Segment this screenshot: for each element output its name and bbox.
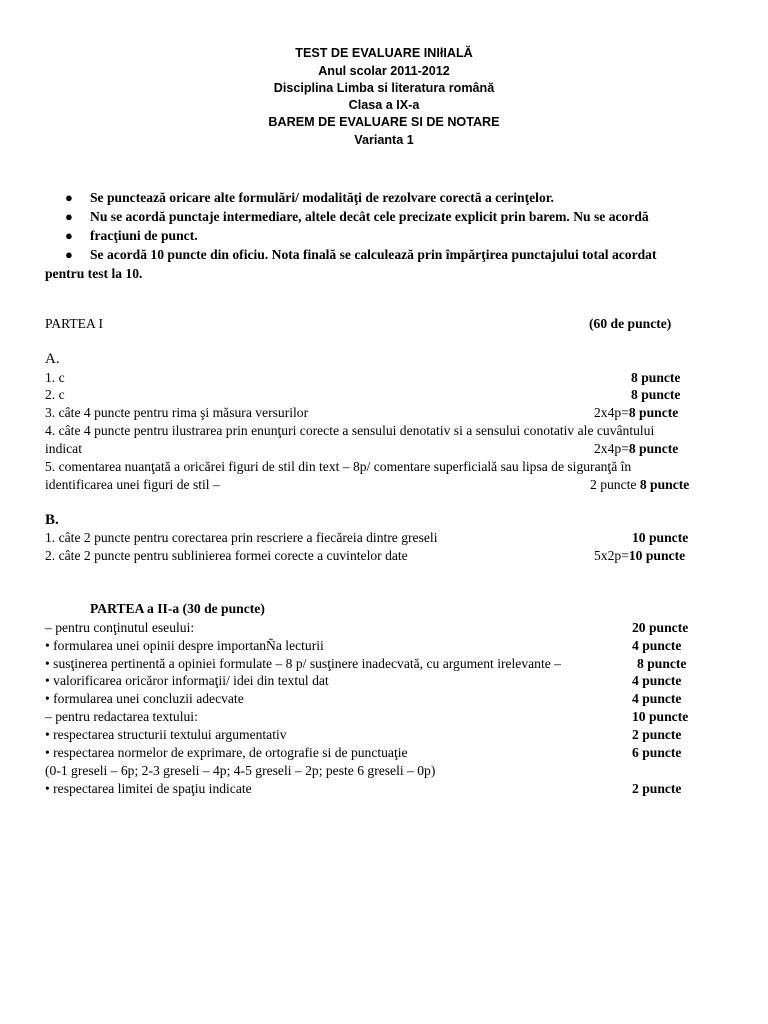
criteria-points: 4 puncte (632, 691, 682, 706)
item-a4: 4. câte 4 puncte pentru ilustrarea prin enunţuri corecte a sensului denotativ si a sensului conotativ ale cuvântului (45, 423, 655, 438)
item-a4-points: 8 puncte (628, 441, 679, 456)
item-b2: 2. câte 2 puncte pentru sublinierea formei corecte a cuvintelor date (45, 548, 408, 563)
criteria-points: 4 puncte (632, 638, 682, 653)
criteria-points: 20 puncte (632, 620, 689, 635)
partea-2-title: PARTEA a II-a (30 de puncte) (90, 601, 265, 616)
item-a5-continued: identificarea unei figuri de stil – (45, 477, 220, 492)
item-a5-calc: 2 puncte (590, 477, 637, 492)
bullet-text: Se acordă 10 puncte din oficiu. Nota finală se calculează prin împărţirea punctajului total acordat (90, 247, 657, 262)
item-a1-points: 8 puncte (631, 370, 681, 385)
item-b1: 1. câte 2 puncte pentru corectarea prin rescriere a fiecăreia dintre greseli (45, 530, 438, 545)
bullet-text: Se punctează oricare alte formulări/ modalităţi de rezolvare corectă a cerinţelor. (90, 190, 554, 205)
bullet-text: fracţiuni de punct. (90, 228, 198, 243)
bullet-text-continued: pentru test la 10. (45, 266, 143, 281)
criteria-points: 2 puncte (632, 727, 682, 742)
item-a5-score (590, 477, 689, 493)
item-a2-points: 8 puncte (631, 387, 681, 402)
test-title: TEST DE EVALUARE INIłIALĂ (295, 46, 473, 60)
bullet-icon: ● (65, 247, 73, 262)
discipline: Disciplina Limba si literatura română (273, 81, 495, 95)
bullet-icon: ● (65, 190, 73, 205)
item-a3-points: 8 puncte (628, 405, 679, 420)
item-a4-continued: indicat (45, 441, 82, 456)
criteria-points: 4 puncte (632, 673, 682, 688)
criteria-row: – pentru conţinutul eseului: (45, 620, 195, 635)
criteria-points: 10 puncte (632, 709, 689, 724)
criteria-row: • respectarea limitei de spaţiu indicate (45, 781, 252, 796)
section-a-label: A. (45, 351, 60, 367)
item-a1: 1. c (45, 370, 65, 385)
item-a4-calc: 2x4p= (594, 441, 629, 456)
item-a4-score (594, 441, 678, 457)
partea-1-title: PARTEA I (45, 316, 103, 331)
class-level: Clasa a IX-a (348, 98, 420, 112)
item-a2: 2. c (45, 387, 65, 402)
item-a3: 3. câte 4 puncte pentru rima şi măsura versurilor (45, 405, 309, 420)
item-a3-calc: 2x4p= (594, 405, 629, 420)
bullet-text: Nu se acordă punctaje intermediare, altele decât cele precizate explicit prin barem. Nu se acordă (90, 209, 649, 224)
item-a5-points: 8 puncte (639, 477, 690, 492)
item-b1-points: 10 puncte (632, 530, 689, 545)
criteria-points: 6 puncte (632, 745, 682, 760)
criteria-row: – pentru redactarea textului: (45, 709, 198, 724)
criteria-points: 8 puncte (637, 656, 687, 671)
section-b-label: B. (45, 512, 59, 528)
item-a5: 5. comentarea nuanţată a oricărei figuri de stil din text – 8p/ comentare superficială sau lipsa de siguranţă în (45, 459, 632, 474)
barem-title: BAREM DE EVALUARE SI DE NOTARE (268, 115, 500, 129)
item-b2-points: 10 puncte (628, 548, 686, 563)
criteria-row: • valorificarea oricăror informaţii/ idei din textul dat (45, 673, 329, 688)
criteria-row: • respectarea normelor de exprimare, de ortografie si de punctuaţie (45, 745, 408, 760)
bullet-icon: ● (65, 228, 73, 243)
criteria-row: • susţinerea pertinentă a opiniei formulate – 8 p/ susţinere inadecvată, cu argument irelevante – (45, 656, 561, 671)
variant: Varianta 1 (354, 133, 414, 147)
bullet-icon: ● (65, 209, 73, 224)
criteria-points: 2 puncte (632, 781, 682, 796)
item-a3-score (594, 405, 678, 421)
school-year: Anul scolar 2011-2012 (318, 64, 450, 78)
item-b2-calc: 5x2p= (594, 548, 629, 563)
item-b2-score (594, 548, 685, 564)
criteria-row: • respectarea structurii textului argumentativ (45, 727, 287, 742)
criteria-row: • formularea unei opinii despre importanÑa lecturii (45, 638, 324, 653)
criteria-row: (0-1 greseli – 6p; 2-3 greseli – 4p; 4-5 greseli – 2p; peste 6 greseli – 0p) (45, 763, 436, 778)
criteria-row: • formularea unei concluzii adecvate (45, 691, 244, 706)
partea-1-points: (60 de puncte) (589, 316, 672, 331)
